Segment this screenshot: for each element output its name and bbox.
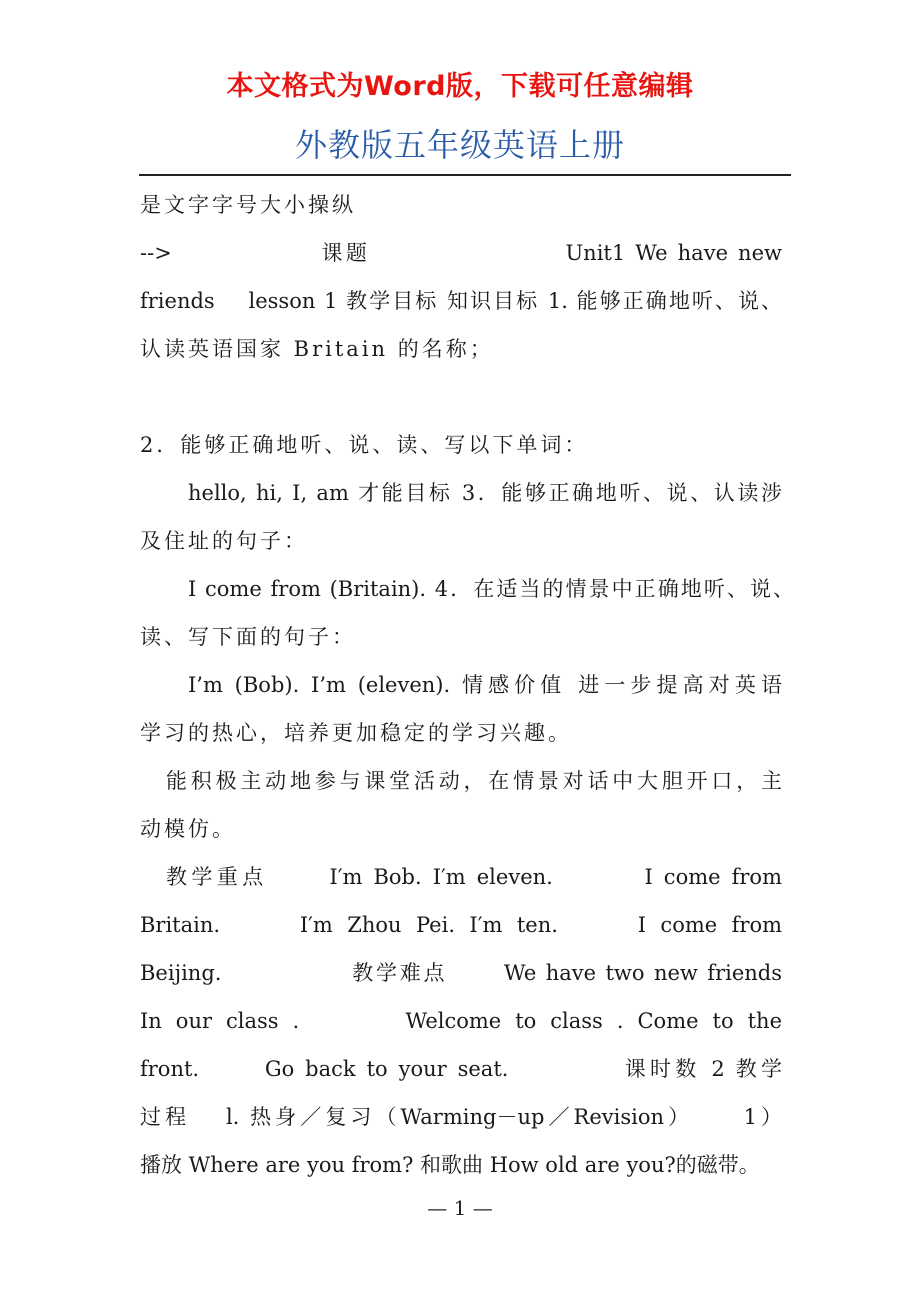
format-notice-banner: 本文格式为Word版，下载可任意编辑 — [226, 71, 694, 102]
body-line: 2．能够正确地听、说、读、写以下单词： — [140, 433, 589, 457]
body-line: Beijing. 教学难点 We have two new friends — [140, 961, 782, 985]
body-line: --> 课题 Unit1 We have new — [140, 241, 782, 265]
body-line: 读、写下面的句子： — [140, 625, 356, 649]
body-line: 教学重点 I′m Bob. I′m eleven. I come from — [166, 865, 782, 889]
body-line: 播放 Where are you from? 和歌曲 How old are you?的磁带。 — [140, 1153, 760, 1177]
body-line: In our class . Welcome to class . Come to the — [140, 1009, 782, 1033]
title-divider — [139, 174, 791, 176]
body-line: 动模仿。 — [140, 817, 236, 841]
page-number: — 1 — — [427, 1196, 493, 1220]
body-line: 是文字字号大小操纵 — [140, 193, 356, 217]
body-line: 认读英语国家 Britain 的名称； — [140, 337, 494, 361]
body-line: I come from (Britain). 4．在适当的情景中正确地听、说、 — [188, 577, 794, 601]
body-line: 能积极主动地参与课堂活动，在情景对话中大胆开口，主 — [166, 769, 782, 793]
document-title: 外教版五年级英语上册 — [294, 126, 625, 164]
body-line: Britain. I′m Zhou Pei. I′m ten. I come from — [140, 913, 782, 937]
body-line: I’m (Bob). I’m (eleven). 情感价值 进一步提高对英语 — [188, 673, 782, 697]
body-line: friends lesson 1 教学目标 知识目标 1. 能够正确地听、说、 — [140, 289, 782, 313]
body-line: 过程 l. 热身／复习（Warming－up／Revision） 1） — [140, 1105, 782, 1129]
body-line: front. Go back to your seat. 课时数 2 教学 — [140, 1057, 782, 1081]
body-line: 学习的热心，培养更加稳定的学习兴趣。 — [140, 721, 572, 745]
body-line: 及住址的句子： — [140, 529, 308, 553]
body-line: hello, hi, I, am 才能目标 3．能够正确地听、说、认读涉 — [188, 481, 782, 505]
